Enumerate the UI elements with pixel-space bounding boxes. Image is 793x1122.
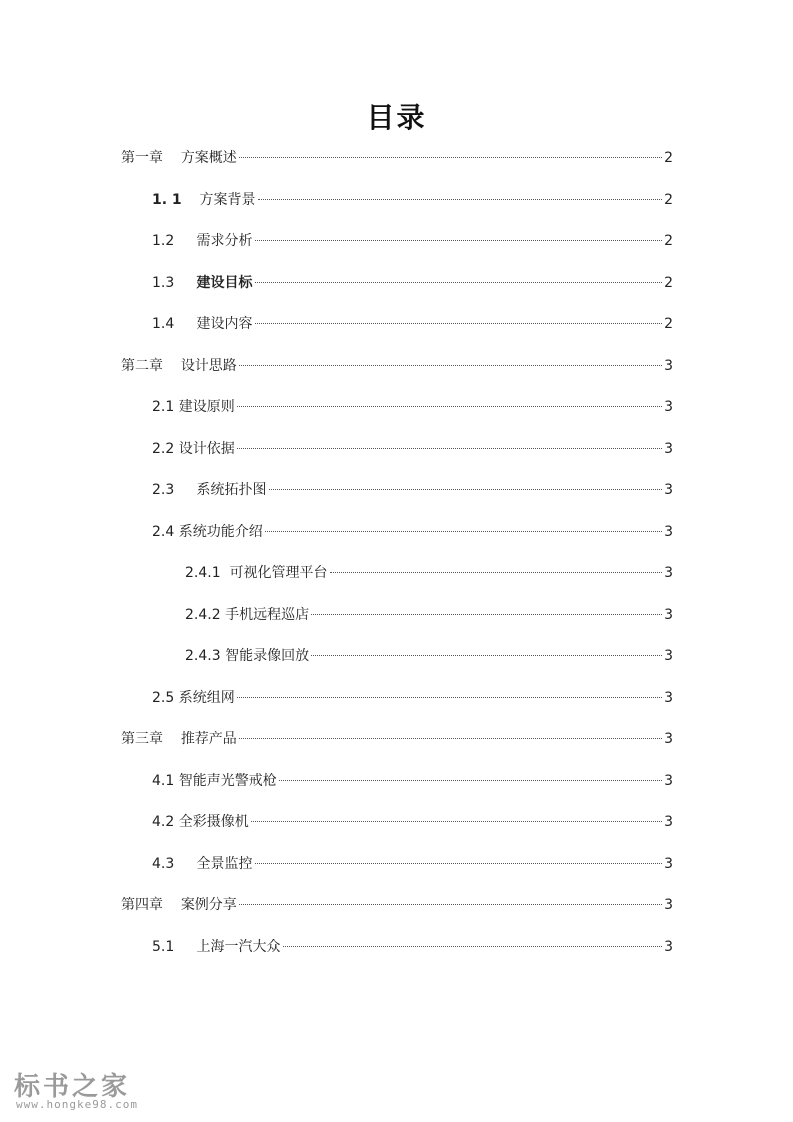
- toc-entry-number: 1.3: [152, 274, 175, 291]
- toc-entry-number: 2.4.3: [185, 648, 221, 664]
- toc-entry-number: 第一章: [121, 150, 163, 166]
- toc-entry-title: 需求分析: [196, 233, 253, 249]
- toc-entry-number: 第三章: [121, 731, 163, 747]
- toc-leader-dots: [239, 157, 662, 158]
- toc-entry[interactable]: [152, 273, 673, 293]
- toc-entry[interactable]: [185, 646, 673, 666]
- toc-entry-number: 1.4: [152, 316, 175, 332]
- toc-entry-page: 3: [664, 855, 673, 872]
- toc-entry[interactable]: [152, 397, 673, 417]
- toc-entry-gap: [174, 314, 196, 334]
- toc-entry-title: 手机远程巡店: [225, 606, 310, 623]
- toc-entry-page: 3: [664, 399, 673, 415]
- toc-entry-number: 4.3: [152, 855, 175, 872]
- toc-entry-page: 3: [664, 357, 673, 374]
- toc-entry-title: 推荐产品: [180, 731, 237, 747]
- toc-entry-number: 2.3: [152, 482, 175, 498]
- toc-leader-dots: [265, 531, 662, 532]
- toc-entry-number: 2.4: [152, 523, 175, 540]
- toc-leader-dots: [237, 697, 662, 698]
- toc-entry-page: 3: [664, 523, 673, 540]
- toc-entry[interactable]: [152, 771, 673, 791]
- watermark-url: www.hongke98.com: [16, 1098, 138, 1111]
- toc-entry-gap: [174, 937, 196, 957]
- toc-leader-dots: [237, 406, 662, 407]
- toc-entry-number: 2.5: [152, 689, 175, 706]
- toc-leader-dots: [251, 821, 662, 822]
- toc-entry-page: 3: [664, 731, 673, 747]
- toc-leader-dots: [279, 780, 662, 781]
- toc-entry-gap: [163, 148, 181, 168]
- toc-entry-number: 2.4.1: [185, 565, 221, 581]
- toc-entry-title: 建设目标: [196, 274, 253, 291]
- toc-entry-page: 3: [664, 814, 673, 830]
- toc-entry-title: 上海一汽大众: [196, 938, 281, 955]
- toc-entry-gap: [174, 231, 196, 251]
- toc-entry-page: 2: [664, 191, 673, 208]
- toc-leader-dots: [330, 572, 663, 573]
- toc-entry[interactable]: [152, 480, 673, 500]
- toc-entry-number: 2.4.2: [185, 606, 221, 623]
- toc-entry[interactable]: [152, 314, 673, 334]
- watermark-brand: 标书之家: [14, 1072, 131, 1102]
- toc-leader-dots: [239, 738, 662, 739]
- toc-entry-page: 3: [664, 897, 673, 913]
- toc-entry[interactable]: [152, 812, 673, 832]
- toc-entry-page: 3: [664, 482, 673, 498]
- toc-entry[interactable]: [152, 439, 673, 459]
- toc-entry-page: 3: [664, 689, 673, 706]
- toc-entry-gap: [163, 729, 181, 749]
- toc-entry-page: 3: [664, 565, 673, 581]
- toc-entry[interactable]: [185, 563, 673, 583]
- toc-entry-title: 建设原则: [178, 399, 235, 415]
- toc-entry-title: 智能录像回放: [225, 648, 310, 664]
- toc-leader-dots: [258, 199, 663, 200]
- toc-entry-title: 系统拓扑图: [196, 482, 267, 498]
- toc-entry-number: 第四章: [121, 897, 163, 913]
- toc-entry-page: 2: [664, 274, 673, 291]
- toc-entry-title: 案例分享: [180, 897, 237, 913]
- toc-entry-page: 2: [664, 150, 673, 166]
- toc-entry[interactable]: [152, 854, 673, 874]
- toc-leader-dots: [269, 489, 663, 490]
- toc-entry[interactable]: [152, 937, 673, 957]
- toc-entry-gap: [174, 273, 196, 293]
- watermark-logo: [14, 1066, 164, 1116]
- toc-leader-dots: [255, 282, 663, 283]
- toc-leader-dots: [237, 448, 662, 449]
- toc-entry-number: 第二章: [121, 357, 163, 374]
- toc-leader-dots: [311, 655, 662, 656]
- page-title: 目录: [366, 101, 427, 134]
- toc-entry[interactable]: [152, 231, 673, 251]
- toc-leader-dots: [255, 240, 663, 241]
- toc-entry[interactable]: [152, 522, 673, 542]
- toc-entry-number: 4.2: [152, 814, 175, 830]
- toc-entry-page: 2: [664, 316, 673, 332]
- toc-leader-dots: [311, 614, 662, 615]
- toc-entry-page: 3: [664, 440, 673, 457]
- toc-entry-number: 2.2: [152, 440, 175, 457]
- toc-entry-title: 设计思路: [180, 357, 237, 374]
- toc-entry-gap: [163, 356, 181, 376]
- toc-entry-page: 2: [664, 233, 673, 249]
- toc-entry[interactable]: [121, 148, 673, 168]
- toc-entry[interactable]: [152, 190, 673, 210]
- toc-leader-dots: [255, 323, 663, 324]
- toc-entry-title: 智能声光警戒枪: [178, 772, 277, 789]
- toc-entry-gap: [174, 854, 196, 874]
- toc-entry-gap: [174, 480, 196, 500]
- toc-leader-dots: [283, 946, 663, 947]
- toc-entry-number: 5.1: [152, 938, 175, 955]
- toc-entry-page: 3: [664, 606, 673, 623]
- toc-entry-number: 2.1: [152, 399, 175, 415]
- toc-entry-title: 系统功能介绍: [178, 523, 263, 540]
- toc-entry-gap: [221, 563, 230, 583]
- toc-entry[interactable]: [121, 895, 673, 915]
- toc-leader-dots: [239, 904, 662, 905]
- toc-entry[interactable]: [152, 688, 673, 708]
- toc-entry-title: 方案概述: [180, 150, 237, 166]
- toc-entry-title: 可视化管理平台: [229, 565, 328, 581]
- toc-entry-number: 1.2: [152, 233, 175, 249]
- toc-entry-gap: [163, 895, 181, 915]
- toc-entry[interactable]: [185, 605, 673, 625]
- toc-entry-title: 方案背景: [199, 191, 256, 208]
- toc-entry[interactable]: [121, 356, 673, 376]
- toc-entry-page: 3: [664, 648, 673, 664]
- toc-leader-dots: [239, 365, 662, 366]
- toc-entry-title: 全景监控: [196, 855, 253, 872]
- toc-entry[interactable]: [121, 729, 673, 749]
- toc-entry-page: 3: [664, 772, 673, 789]
- toc-entry-page: 3: [664, 938, 673, 955]
- toc-entry-title: 建设内容: [196, 316, 253, 332]
- toc-entry-title: 全彩摄像机: [178, 814, 249, 830]
- toc-entry-gap: [182, 190, 200, 210]
- toc-entry-number: 1. 1: [152, 191, 182, 208]
- toc-leader-dots: [255, 863, 663, 864]
- toc-entry-title: 系统组网: [178, 689, 235, 706]
- toc-entry-title: 设计依据: [178, 440, 235, 457]
- toc-entry-number: 4.1: [152, 772, 175, 789]
